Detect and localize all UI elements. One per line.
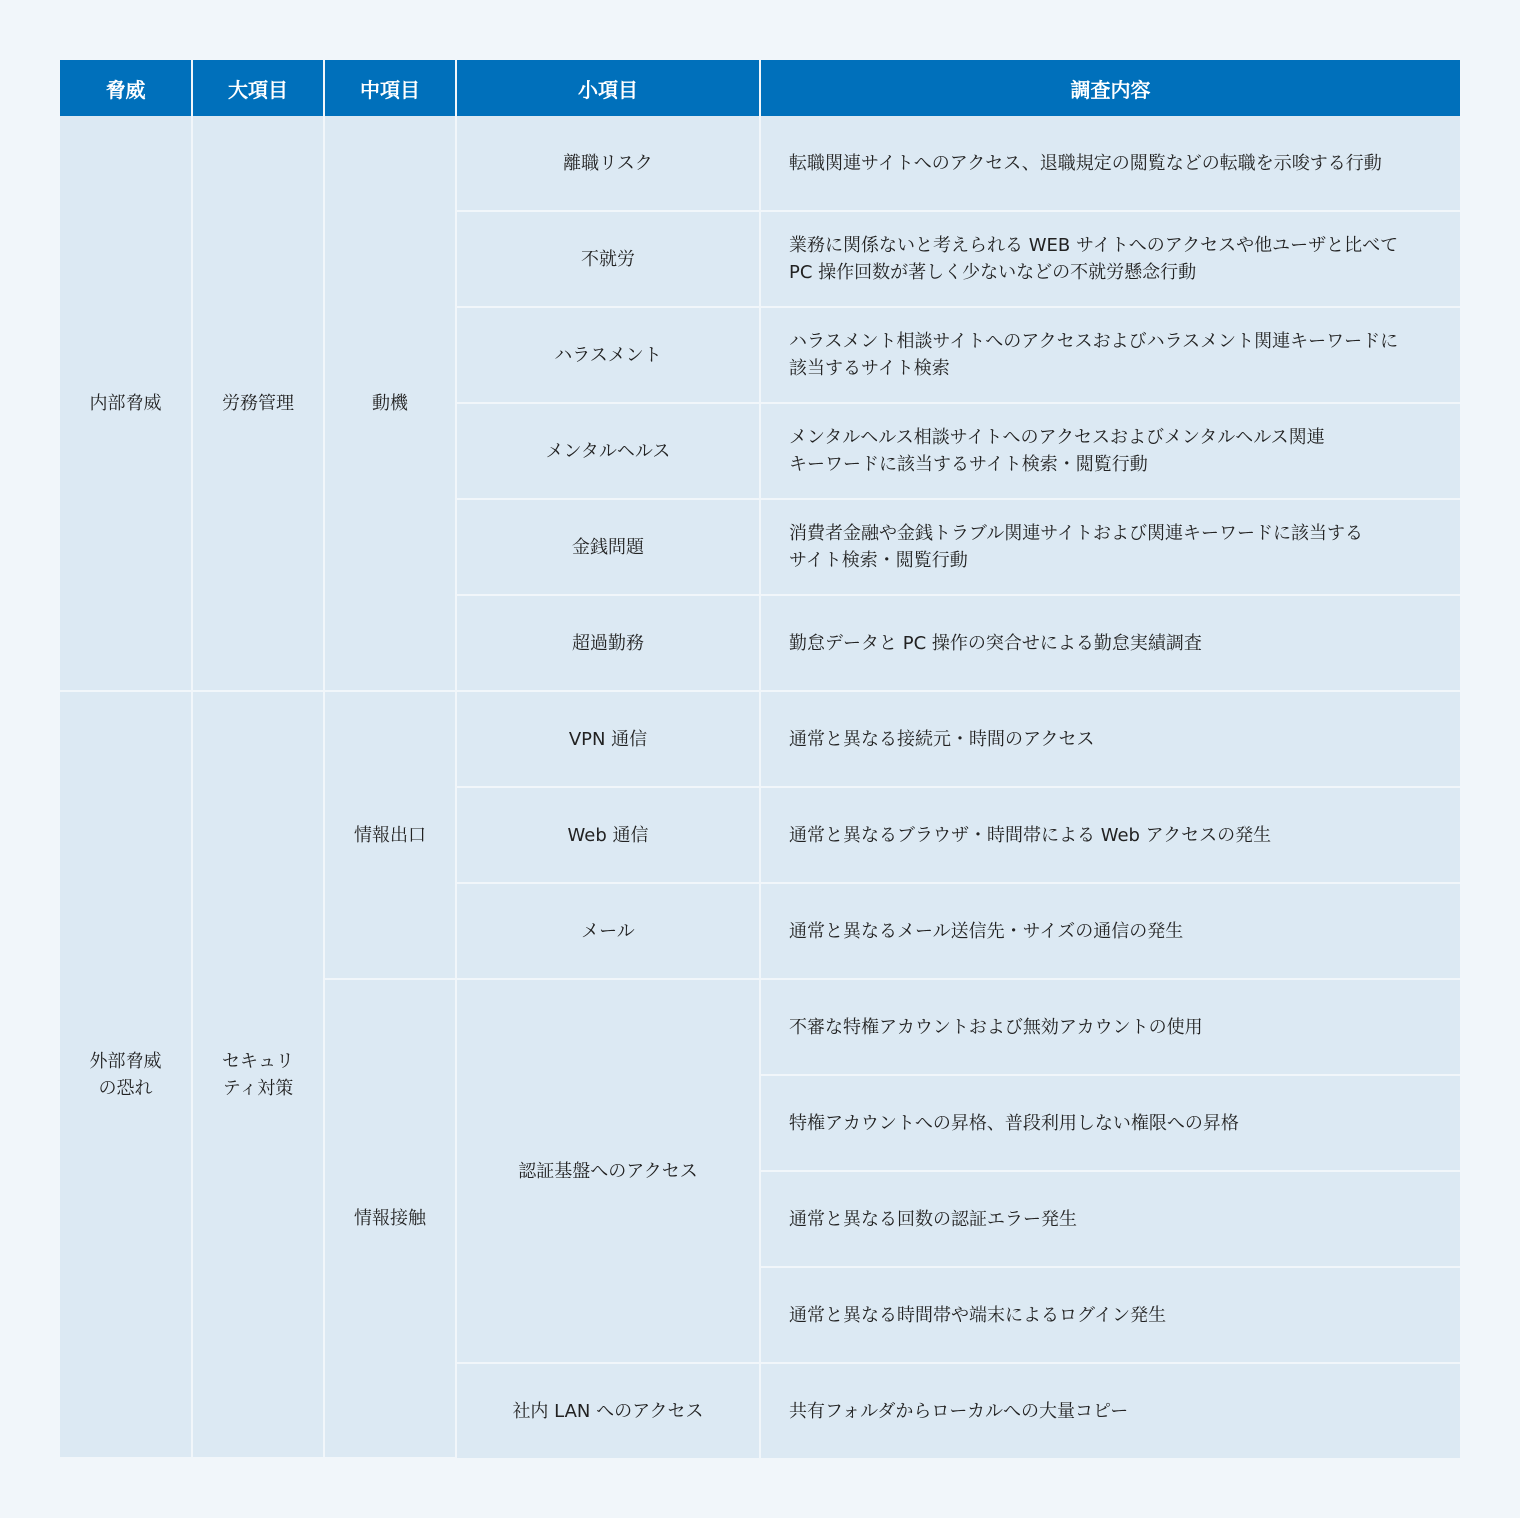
- content-line: キーワードに該当するサイト検索・閲覧行動: [789, 454, 1148, 475]
- table-row: [60, 116, 1460, 211]
- minor-cell: メール: [456, 883, 760, 979]
- content-cell: [760, 691, 1460, 787]
- threat-external-line: 外部脅威: [89, 1050, 162, 1072]
- content-line: 勤怠データと PC 操作の突合せによる勤怠実績調査: [789, 632, 1202, 654]
- content-line: 転職関連サイトへのアクセス、退職規定の閲覧などの転職を示唆する行動: [789, 152, 1382, 174]
- content-cell: [760, 595, 1460, 691]
- content-cell: [760, 1171, 1460, 1267]
- major-security-label: [222, 1048, 294, 1102]
- content-cell: [760, 1267, 1460, 1363]
- content-line: 消費者金融や金銭トラブル関連サイトおよび関連キーワードに該当する: [789, 523, 1364, 544]
- minor-cell: 社内 LAN へのアクセス: [456, 1363, 760, 1458]
- minor-cell: 不就労: [456, 211, 760, 307]
- content-line: 通常と異なるブラウザ・時間帯による Web アクセスの発生: [789, 824, 1272, 846]
- content-cell: [760, 499, 1460, 595]
- content-line: 特権アカウントへの昇格、普段利用しない権限への昇格: [789, 1112, 1239, 1134]
- content-line: 業務に関係ないと考えられる WEB サイトへのアクセスや他ユーザと比べて: [789, 235, 1399, 256]
- content-line: 通常と異なるメール送信先・サイズの通信の発生: [789, 920, 1184, 942]
- table-header: [60, 60, 1460, 116]
- content-line: 該当するサイト検索: [789, 358, 950, 379]
- major-security-line: ティ対策: [222, 1077, 294, 1099]
- content-line: 通常と異なる時間帯や端末によるログイン発生: [789, 1304, 1167, 1326]
- header-row: [60, 60, 1460, 116]
- minor-cell: メンタルヘルス: [456, 403, 760, 499]
- header-middle-item: 中項目: [324, 60, 456, 116]
- table-row: [60, 691, 1460, 787]
- middle-cell-info-contact: 情報接触: [324, 979, 456, 1458]
- content-line: 不審な特権アカウントおよび無効アカウントの使用: [789, 1016, 1203, 1038]
- content-cell: [760, 979, 1460, 1075]
- content-cell: [760, 1363, 1460, 1458]
- content-cell: [760, 307, 1460, 403]
- content-line: 通常と異なる回数の認証エラー発生: [789, 1208, 1077, 1230]
- threat-cell-external: [60, 691, 192, 1458]
- header-minor-item: 小項目: [456, 60, 760, 116]
- content-cell: [760, 883, 1460, 979]
- content-cell: [760, 403, 1460, 499]
- content-line: 通常と異なる接続元・時間のアクセス: [789, 728, 1095, 750]
- content-line: 共有フォルダからローカルへの大量コピー: [789, 1400, 1129, 1422]
- header-major-item: 大項目: [192, 60, 324, 116]
- content-line: ハラスメント相談サイトへのアクセスおよびハラスメント関連キーワードに: [789, 331, 1399, 352]
- minor-cell: 金銭問題: [456, 499, 760, 595]
- investigation-table: [60, 60, 1460, 1459]
- content-line: PC 操作回数が著しく少ないなどの不就労懸念行動: [789, 262, 1197, 283]
- content-line: メンタルヘルス相談サイトへのアクセスおよびメンタルヘルス関連: [789, 427, 1325, 448]
- content-cell: [760, 1075, 1460, 1171]
- major-cell-labor-management: 労務管理: [192, 116, 324, 691]
- minor-cell: VPN 通信: [456, 691, 760, 787]
- content-line: サイト検索・閲覧行動: [789, 550, 968, 571]
- investigation-table-container: [60, 60, 1460, 1459]
- threat-external-label: [90, 1048, 162, 1102]
- major-cell-security-measures: [192, 691, 324, 1458]
- threat-cell-internal: 内部脅威: [60, 116, 192, 691]
- minor-cell: 超過勤務: [456, 595, 760, 691]
- header-investigation-content: 調査内容: [760, 60, 1460, 116]
- minor-cell: Web 通信: [456, 787, 760, 883]
- content-cell: [760, 116, 1460, 211]
- middle-cell-motive: 動機: [324, 116, 456, 691]
- minor-cell: ハラスメント: [456, 307, 760, 403]
- header-threat: 脅威: [60, 60, 192, 116]
- middle-cell-info-outlet: 情報出口: [324, 691, 456, 979]
- minor-cell-auth-access: 認証基盤へのアクセス: [456, 979, 760, 1363]
- content-cell: [760, 211, 1460, 307]
- minor-cell: 離職リスク: [456, 116, 760, 211]
- major-security-line: セキュリ: [222, 1050, 294, 1072]
- table-body: [60, 116, 1460, 1458]
- content-cell: [760, 787, 1460, 883]
- threat-external-line: の恐れ: [98, 1077, 153, 1099]
